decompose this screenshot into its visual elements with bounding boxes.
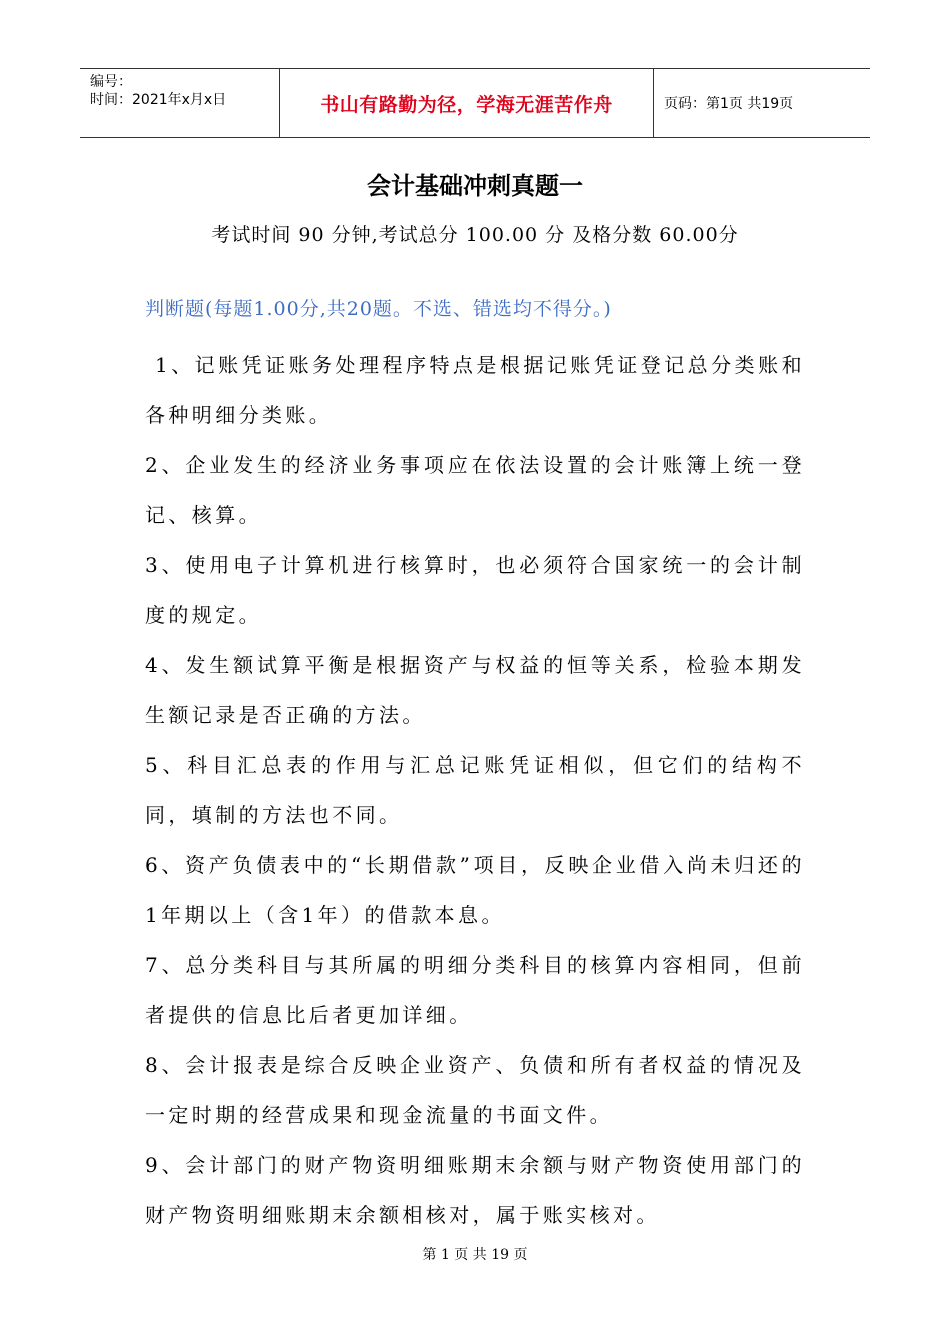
question-item: 3、使用电子计算机进行核算时，也必须符合国家统一的会计制度的规定。 [145,553,805,627]
header-motto-cell [280,69,654,137]
exam-info: 考试时间 90 分钟,考试总分 100.00 分 及格分数 60.00分 [211,224,739,246]
question-item: 4、发生额试算平衡是根据资产与权益的恒等关系，检验本期发生额记录是否正确的方法。 [145,653,805,727]
document-header [80,68,870,138]
page-footer: 第 1 页 共 19 页 [422,1247,528,1263]
question-item: 9、会计部门的财产物资明细账期末余额与财产物资使用部门的财产物资明细账期末余额相核对，属于账实核对。 [145,1153,805,1227]
question-item: 6、资产负债表中的“长期借款”项目，反映企业借入尚未归还的1年期以上（含1年）的借款本息。 [145,853,805,927]
question-item: 1、记账凭证账务处理程序特点是根据记账凭证登记总分类账和各种明细分类账。 [145,353,805,427]
question-list [145,340,805,1240]
question-item: 2、企业发生的经济业务事项应在依法设置的会计账簿上统一登记、核算。 [145,453,805,527]
section-heading: 判断题(每题1.00分,共20题。不选、错选均不得分。) [145,298,612,320]
question-item: 8、会计报表是综合反映企业资产、负债和所有者权益的情况及一定时期的经营成果和现金流量的书面文件。 [145,1053,805,1127]
document-title: 会计基础冲刺真题一 [367,172,583,200]
header-page-info-cell [654,69,870,137]
header-meta [80,69,280,137]
question-item: 5、科目汇总表的作用与汇总记账凭证相似，但它们的结构不同，填制的方法也不同。 [145,753,805,827]
header-time-label: 时间：2021年x月x日 [90,92,227,108]
header-page-info: 页码：第1页 共19页 [664,96,794,112]
question-item: 7、总分类科目与其所属的明细分类科目的核算内容相同，但前者提供的信息比后者更加详细。 [145,953,805,1027]
header-motto: 书山有路勤为径，学海无涯苦作舟 [320,93,613,116]
header-number-label: 编号： [90,74,132,90]
